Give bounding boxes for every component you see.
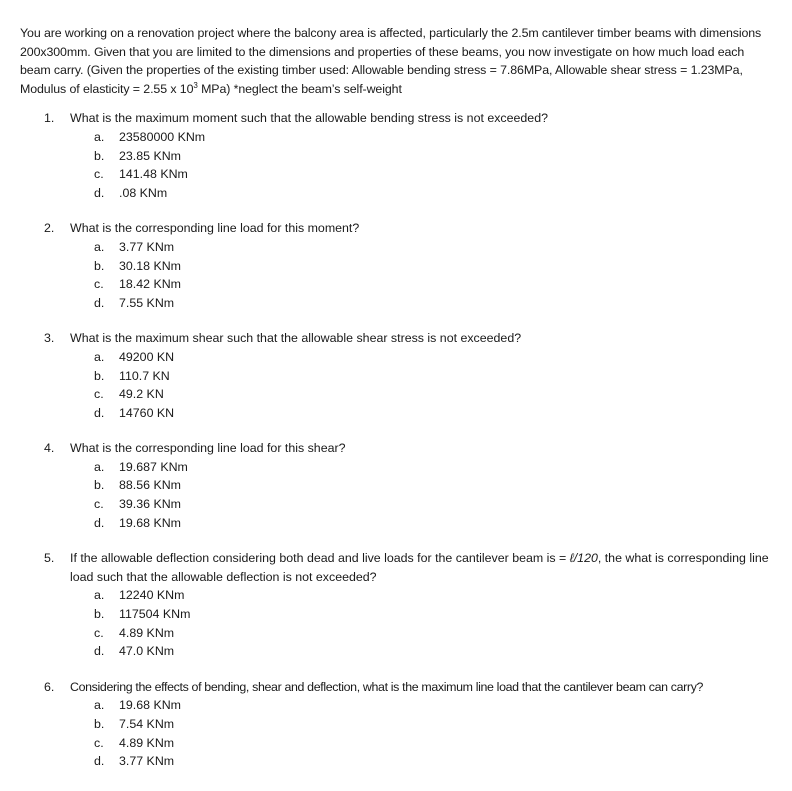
- problem-statement: [20, 24, 772, 98]
- question-list: [20, 109, 772, 770]
- option-letter: d.: [94, 754, 105, 769]
- exponent: 3: [193, 80, 198, 90]
- option-c[interactable]: [70, 275, 772, 294]
- option-text: 141.48 KNm: [119, 167, 188, 182]
- option-letter: c.: [94, 167, 104, 182]
- option-d[interactable]: [70, 404, 772, 423]
- option-text: 19.687 KNm: [119, 459, 188, 474]
- option-c[interactable]: [70, 624, 772, 643]
- option-text: 23580000 KNm: [119, 129, 206, 144]
- option-c[interactable]: [70, 495, 772, 514]
- option-text: 47.0 KNm: [119, 644, 175, 659]
- question-text-start: If the allowable deflection considering both dead and live loads for the cantilever beam is =: [70, 551, 570, 566]
- option-text: 3.77 KNm: [119, 754, 175, 769]
- option-b[interactable]: [70, 257, 772, 276]
- problem-statement-text-end: MPa) *neglect the beam’s self-weight: [197, 81, 402, 96]
- option-text: 117504 KNm: [119, 607, 191, 622]
- option-text: 4.89 KNm: [119, 735, 175, 750]
- option-a[interactable]: [70, 348, 772, 367]
- option-b[interactable]: [70, 605, 772, 624]
- option-text: .08 KNm: [119, 185, 168, 200]
- option-a[interactable]: [70, 586, 772, 605]
- option-letter: c.: [94, 625, 104, 640]
- option-letter: c.: [94, 497, 104, 512]
- option-text: 4.89 KNm: [119, 625, 175, 640]
- question-text-end: , the what is corresponding line load such that the allowable deflection is not exceeded?: [70, 551, 769, 584]
- question-3: [20, 329, 772, 422]
- option-letter: d.: [94, 185, 105, 200]
- option-letter: d.: [94, 515, 105, 530]
- option-letter: c.: [94, 735, 104, 750]
- option-a[interactable]: [70, 238, 772, 257]
- option-a[interactable]: [70, 696, 772, 715]
- option-text: 14760 KN: [119, 405, 175, 420]
- question-text: What is the corresponding line load for this shear?: [70, 441, 346, 456]
- option-text: 12240 KNm: [119, 588, 185, 603]
- option-b[interactable]: [70, 476, 772, 495]
- option-text: 18.42 KNm: [119, 277, 181, 292]
- option-letter: a.: [94, 129, 105, 144]
- option-text: 110.7 KN: [119, 368, 170, 383]
- question-text: [70, 549, 772, 586]
- option-d[interactable]: [70, 752, 772, 771]
- question-text: Considering the effects of bending, shear and deflection, what is the maximum line load that the cantilever beam can carry?: [70, 679, 704, 694]
- answer-options: [70, 128, 772, 202]
- answer-options: [70, 696, 772, 770]
- option-text: 7.55 KNm: [119, 295, 175, 310]
- option-b[interactable]: [70, 715, 772, 734]
- option-c[interactable]: [70, 385, 772, 404]
- option-letter: b.: [94, 258, 105, 273]
- question-text: What is the maximum moment such that the allowable bending stress is not exceeded?: [70, 111, 548, 126]
- option-text: 19.68 KNm: [119, 515, 181, 530]
- option-text: 30.18 KNm: [119, 258, 181, 273]
- option-c[interactable]: [70, 165, 772, 184]
- question-text: What is the maximum shear such that the allowable shear stress is not exceeded?: [70, 331, 522, 346]
- question-text: What is the corresponding line load for this moment?: [70, 221, 360, 236]
- option-letter: d.: [94, 295, 105, 310]
- question-6: [20, 678, 772, 771]
- option-letter: a.: [94, 588, 105, 603]
- option-text: 49.2 KN: [119, 387, 164, 402]
- option-text: 23.85 KNm: [119, 148, 181, 163]
- question-4: [20, 439, 772, 532]
- answer-options: [70, 458, 772, 532]
- option-b[interactable]: [70, 367, 772, 386]
- option-text: 88.56 KNm: [119, 478, 181, 493]
- option-a[interactable]: [70, 458, 772, 477]
- answer-options: [70, 348, 772, 422]
- option-text: 19.68 KNm: [119, 698, 181, 713]
- option-letter: c.: [94, 277, 104, 292]
- option-letter: d.: [94, 644, 105, 659]
- question-1: [20, 109, 772, 202]
- option-letter: c.: [94, 387, 104, 402]
- question-number: 2.: [44, 221, 55, 236]
- option-letter: a.: [94, 349, 105, 364]
- question-number: 1.: [44, 111, 55, 126]
- option-text: 39.36 KNm: [119, 497, 181, 512]
- option-letter: a.: [94, 459, 105, 474]
- option-letter: b.: [94, 478, 105, 493]
- option-letter: b.: [94, 148, 105, 163]
- option-d[interactable]: [70, 642, 772, 661]
- option-d[interactable]: [70, 294, 772, 313]
- question-5: [20, 549, 772, 661]
- document-page: [20, 24, 772, 771]
- option-letter: a.: [94, 239, 105, 254]
- option-d[interactable]: [70, 514, 772, 533]
- option-letter: d.: [94, 405, 105, 420]
- answer-options: [70, 238, 772, 312]
- option-letter: b.: [94, 368, 105, 383]
- question-number: 6.: [44, 679, 55, 694]
- option-letter: a.: [94, 698, 105, 713]
- question-number: 3.: [44, 331, 55, 346]
- option-a[interactable]: [70, 128, 772, 147]
- question-number: 4.: [44, 441, 55, 456]
- deflection-limit: ℓ/120: [569, 551, 598, 566]
- problem-statement-text: You are working on a renovation project where the balcony area is affected, particularly the 2.5m cantilever timber beams with dimensions 200x300mm. Given that you are limited to the dimensions and properties of these beams, you now investigate on how much load each beam carry. (Given the properties of the existing timber used: Allowable bending stress = 7.86MPa, Allowable shear stress = 1.23MPa, Modulus of elasticity = 2.55 x 10: [20, 26, 762, 96]
- option-d[interactable]: [70, 184, 772, 203]
- option-text: 49200 KN: [119, 349, 175, 364]
- option-text: 7.54 KNm: [119, 717, 175, 731]
- option-text: 3.77 KNm: [119, 239, 175, 254]
- answer-options: [70, 586, 772, 660]
- question-2: [20, 219, 772, 312]
- option-b[interactable]: [70, 147, 772, 166]
- option-letter: b.: [94, 717, 105, 731]
- option-c[interactable]: [70, 734, 772, 753]
- option-letter: b.: [94, 607, 105, 622]
- question-number: 5.: [44, 551, 55, 566]
